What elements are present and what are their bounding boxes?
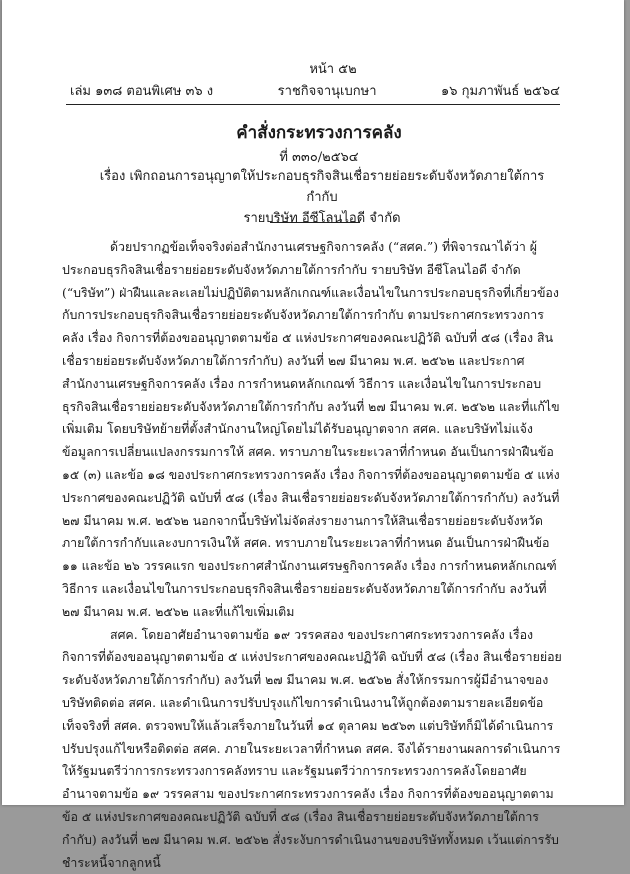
subject: [92, 166, 552, 229]
subject-line-1: เรื่อง เพิกถอนการอนุญาตให้ประกอบธุรกิจสินเชื่อรายย่อยระดับจังหวัดภายใต้การกำกับ: [99, 169, 545, 205]
title-divider: [270, 222, 360, 223]
page-number: หน้า ๕๒: [309, 62, 357, 77]
order-number: ที่ ๓๓๐/๒๕๖๔: [279, 150, 359, 165]
document-page: [2, 0, 624, 870]
document-title: คำสั่งกระทรวงการคลัง: [236, 123, 402, 143]
document-body: [62, 236, 562, 874]
header-divider: [66, 104, 560, 105]
body-paragraph-1: ด้วยปรากฏข้อเท็จจริงต่อสำนักงานเศรษฐกิจการคลัง (“สศค.”) ที่พิจารณาได้ว่า ผู้ประกอบธุรกิจสินเชื่อรายย่อยระดับจังหวัดภายใต้การกำกับ รายบริษัท อีซีโลนไอดี จำกัด (“บริษัท”) ฝ่าฝืนและละเลยไม่ปฏิบัติตามหลักเกณฑ์และเงื่อนไขในการประกอบธุรกิจที่เกี่ยวข้องกับการประกอบธุรกิจสินเชื่อรายย่อยระดับจังหวัดภายใต้การกำกับ ตามประกาศกระทรวงการคลัง เรื่อง กิจการที่ต้องขออนุญาตตามข้อ ๕ แห่งประกาศของคณะปฏิวัติ ฉบับที่ ๕๘ (เรื่อง สินเชื่อรายย่อยระดับจังหวัดภายใต้การกำกับ) ลงวันที่ ๒๗ มีนาคม พ.ศ. ๒๕๖๒ และประกาศสำนักงานเศรษฐกิจการคลัง เรื่อง การกำหนดหลักเกณฑ์ วิธีการ และเงื่อนไขในการประกอบธุรกิจสินเชื่อรายย่อยระดับจังหวัดภายใต้การกำกับ ลงวันที่ ๒๗ มีนาคม พ.ศ. ๒๕๖๒ และที่แก้ไขเพิ่มเติม โดยบริษัทย้ายที่ตั้งสำนักงานใหญ่โดยไม่ได้รับอนุญาตจาก สศค. และบริษัทไม่แจ้งข้อมูลการเปลี่ยนแปลงกรรมการให้ สศค. ทราบภายในระยะเวลาที่กำหนด อันเป็นการฝ่าฝืนข้อ ๑๕ (๓) และข้อ ๑๘ ของประกาศกระทรวงการคลัง เรื่อง กิจการที่ต้องขออนุญาตตามข้อ ๕ แห่งประกาศของคณะปฏิวัติ ฉบับที่ ๕๘ (เรื่อง สินเชื่อรายย่อยระดับจังหวัดภายใต้การกำกับ) ลงวันที่ ๒๗ มีนาคม พ.ศ. ๒๕๖๒ นอกจากนี้บริษัทไม่จัดส่งรายงานการให้สินเชื่อรายย่อยระดับจังหวัดภายใต้การกำกับและงบการเงินให้ สศค. ทราบภายในระยะเวลาที่กำหนด อันเป็นการฝ่าฝืนข้อ ๑๑ และข้อ ๒๖ วรรคแรก ของประกาศสำนักงานเศรษฐกิจการคลัง เรื่อง การกำหนดหลักเกณฑ์ วิธีการ และเงื่อนไขในการประกอบธุรกิจสินเชื่อรายย่อยระดับจังหวัดภายใต้การกำกับ ลงวันที่ ๒๗ มีนาคม พ.ศ. ๒๕๖๒ และที่แก้ไขเพิ่มเติม: [62, 239, 560, 619]
publication-date: ๑๖ กุมภาพันธ์ ๒๕๖๔: [441, 84, 560, 99]
gazette-name: ราชกิจจานุเบกษา: [277, 84, 377, 99]
volume-info: เล่ม ๑๓๘ ตอนพิเศษ ๓๖ ง: [70, 84, 214, 99]
body-paragraph-2: สศค. โดยอาศัยอำนาจตามข้อ ๑๙ วรรคสอง ของประกาศกระทรวงการคลัง เรื่อง กิจการที่ต้องขออนุญาตตามข้อ ๕ แห่งประกาศของคณะปฏิวัติ ฉบับที่ ๕๘ (เรื่อง สินเชื่อรายย่อยระดับจังหวัดภายใต้การกำกับ) ลงวันที่ ๒๗ มีนาคม พ.ศ. ๒๕๖๒ สั่งให้กรรมการผู้มีอำนาจของบริษัทติดต่อ สศค. และดำเนินการปรับปรุงแก้ไขการดำเนินงานให้ถูกต้องตามรายละเอียดข้อเท็จจริงที่ สศค. ตรวจพบให้แล้วเสร็จภายในวันที่ ๑๔ ตุลาคม ๒๕๖๓ แต่บริษัทก็มิได้ดำเนินการปรับปรุงแก้ไขหรือติดต่อ สศค. ภายในระยะเวลาที่กำหนด สศค. จึงได้รายงานผลการดำเนินการให้รัฐมนตรีว่าการกระทรวงการคลังทราบ และรัฐมนตรีว่าการกระทรวงการคลังโดยอาศัยอำนาจตามข้อ ๑๙ วรรคสาม ของประกาศกระทรวงการคลัง เรื่อง กิจการที่ต้องขออนุญาตตามข้อ ๕ แห่งประกาศของคณะปฏิวัติ ฉบับที่ ๕๘ (เรื่อง สินเชื่อรายย่อยระดับจังหวัดภายใต้การกำกับ) ลงวันที่ ๒๗ มีนาคม พ.ศ. ๒๕๖๒ สั่งระงับการดำเนินงานของบริษัททั้งหมด เว้นแต่การรับชำระหนี้จากลูกหนี้: [62, 626, 562, 870]
subject-line-2: รายบริษัท อีซีโลนไอดี จำกัด: [243, 211, 401, 226]
gazette-header: [70, 80, 560, 101]
